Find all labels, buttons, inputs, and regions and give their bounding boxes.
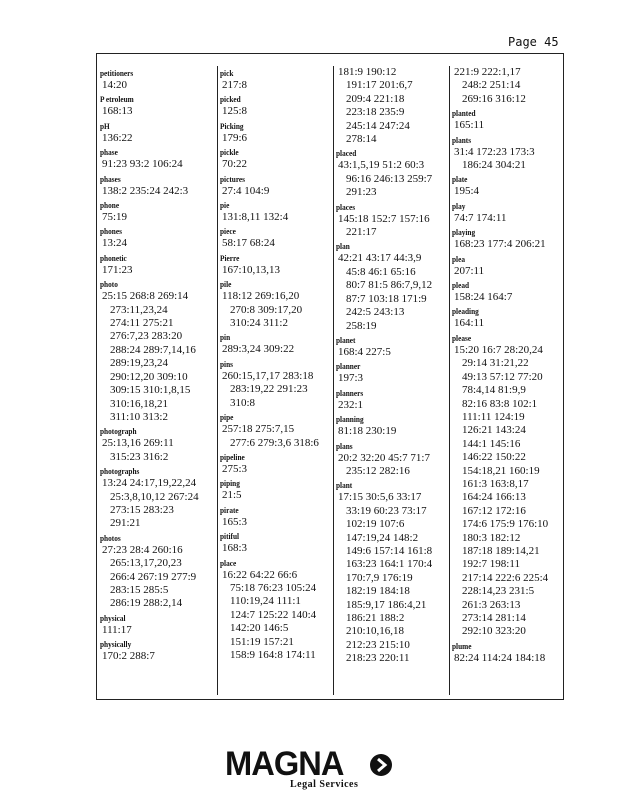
index-term: phases — [100, 174, 121, 184]
index-page-refs: 273:11,23,24 — [110, 303, 168, 316]
index-term: planning — [336, 415, 364, 425]
index-page-refs: 27:4 104:9 — [222, 184, 270, 197]
index-term: plans — [336, 441, 353, 451]
index-page-refs: 138:2 235:24 242:3 — [102, 184, 189, 197]
index-page-refs: 315:23 316:2 — [110, 450, 169, 463]
index-term: pins — [220, 359, 233, 369]
index-entry — [100, 253, 217, 277]
index-entry — [336, 66, 453, 146]
index-page-refs: 145:18 152:7 157:16 — [338, 212, 430, 225]
index-entry — [100, 174, 217, 198]
index-page-refs: 310:8 — [230, 396, 256, 409]
index-page-refs: 291:21 — [110, 517, 141, 530]
index-page-refs: 192:7 198:11 — [462, 558, 520, 571]
index-page-refs: 170:7,9 176:19 — [346, 571, 413, 584]
index-term: Picking — [220, 121, 244, 131]
index-page-refs: 154:18,21 160:19 — [462, 464, 540, 477]
chevron-right-icon — [370, 754, 392, 776]
index-page-refs: 273:14 281:14 — [462, 612, 526, 624]
index-page-refs: 111:11 124:19 — [462, 410, 525, 423]
index-term: picked — [220, 95, 241, 105]
index-term: planners — [336, 388, 364, 398]
index-entry — [220, 359, 337, 410]
index-term: photograph — [100, 427, 137, 437]
index-entry — [452, 66, 569, 106]
index-entry — [220, 531, 337, 555]
index-term: plate — [452, 175, 468, 185]
index-entry — [100, 426, 217, 464]
index-page-refs: 223:18 235:9 — [346, 106, 405, 119]
index-term: pick — [220, 69, 234, 78]
index-entry — [452, 174, 569, 198]
index-entry — [220, 200, 337, 224]
index-term: pictures — [220, 174, 246, 184]
index-page-refs: 29:14 31:21,22 — [462, 357, 529, 370]
index-page-refs: 168:23 177:4 206:21 — [454, 238, 546, 251]
index-page-refs: 161:3 163:8,17 — [462, 477, 529, 490]
index-page-refs: 96:16 246:13 259:7 — [346, 172, 433, 185]
index-entry — [336, 388, 453, 412]
index-entry — [220, 452, 337, 476]
index-page-refs: 25:13,16 269:11 — [102, 437, 174, 450]
index-page-refs: 290:12,20 309:10 — [110, 370, 188, 383]
index-page-refs: 45:8 46:1 65:16 — [346, 265, 416, 278]
index-term: please — [452, 333, 472, 343]
index-entry — [100, 279, 217, 424]
index-page-refs: 14:20 — [102, 79, 128, 91]
index-term: photos — [100, 533, 121, 543]
index-entry — [100, 466, 217, 531]
index-page-refs: 168:13 — [102, 105, 133, 118]
index-page-refs: 261:3 263:13 — [462, 598, 521, 611]
index-page-refs: 126:21 143:24 — [462, 424, 526, 437]
index-page-refs: 168:3 — [222, 542, 248, 555]
index-term: plant — [336, 481, 353, 491]
index-page-refs: 310:24 311:2 — [230, 317, 288, 330]
index-term: plead — [452, 281, 470, 291]
index-entry — [336, 441, 453, 479]
index-page-refs: 291:23 — [346, 186, 377, 199]
index-page-refs: 21:5 — [222, 489, 242, 502]
index-page-refs: 181:9 190:12 — [338, 66, 397, 78]
index-page-refs: 197:3 — [338, 372, 364, 385]
index-page-refs: 91:23 93:2 106:24 — [102, 158, 183, 171]
index-page-refs: 289:3,24 309:22 — [222, 343, 295, 356]
index-page-refs: 292:10 323:20 — [462, 625, 526, 638]
index-term: pipeline — [220, 452, 245, 462]
index-page-refs: 186:24 304:21 — [462, 159, 526, 172]
index-page-refs: 248:2 251:14 — [462, 79, 521, 92]
index-term: planner — [336, 362, 361, 372]
index-page-refs: 278:14 — [346, 133, 377, 146]
index-entry — [100, 200, 217, 224]
index-page-refs: 180:3 182:12 — [462, 531, 521, 544]
index-page-refs: 125:8 — [222, 105, 248, 118]
index-entry — [100, 533, 217, 611]
index-page-refs: 118:12 269:16,20 — [222, 290, 300, 303]
index-term: plan — [336, 242, 350, 252]
index-page-refs: 17:15 30:5,6 33:17 — [338, 491, 422, 504]
index-entry — [220, 68, 337, 92]
index-entry — [100, 613, 217, 637]
index-entry — [100, 121, 217, 145]
index-page-refs: 111:17 — [102, 623, 132, 636]
index-page-refs: 151:19 157:21 — [230, 635, 294, 648]
index-page-refs: 158:9 164:8 174:11 — [230, 648, 316, 661]
index-page-refs: 209:4 221:18 — [346, 92, 405, 105]
index-page-refs: 74:7 174:11 — [454, 211, 507, 224]
index-page-refs: 87:7 103:18 171:9 — [346, 292, 427, 305]
index-page-refs: 131:8,11 132:4 — [222, 211, 289, 224]
index-page-refs: 274:11 275:21 — [110, 317, 174, 330]
index-term: plants — [452, 135, 472, 145]
index-entry — [220, 279, 337, 330]
index-page-refs: 191:17 201:6,7 — [346, 79, 413, 92]
index-page-refs: 210:10,16,18 — [346, 625, 405, 638]
index-entry — [220, 478, 337, 502]
index-entry — [220, 226, 337, 250]
index-term: pitiful — [220, 532, 240, 542]
index-entry — [452, 201, 569, 225]
index-page-refs: 102:19 107:6 — [346, 518, 405, 531]
index-entry — [452, 280, 569, 304]
index-entry — [452, 333, 569, 639]
index-page-refs: 167:12 172:16 — [462, 504, 526, 517]
index-entry — [220, 174, 337, 198]
index-term: planted — [452, 109, 476, 119]
index-page-refs: 78:4,14 81:9,9 — [462, 384, 526, 397]
index-entry — [100, 68, 217, 92]
index-page-refs: 167:10,13,13 — [222, 263, 281, 276]
index-entry — [336, 480, 453, 665]
index-page-refs: 258:19 — [346, 319, 377, 332]
index-term: play — [452, 201, 466, 211]
index-entry — [336, 202, 453, 240]
index-page-refs: 275:3 — [222, 462, 248, 475]
index-page-refs: 283:15 285:5 — [110, 583, 169, 596]
index-page-refs: 165:11 — [454, 119, 485, 132]
index-page-refs: 218:23 220:11 — [346, 652, 410, 665]
index-page-refs: 165:3 — [222, 515, 248, 528]
index-page-refs: 70:22 — [222, 158, 248, 171]
index-term: piece — [220, 227, 236, 237]
index-page-refs: 310:16,18,21 — [110, 397, 169, 410]
index-entry — [452, 306, 569, 330]
index-page-refs: 186:21 188:2 — [346, 612, 405, 624]
index-term: pH — [100, 121, 110, 131]
index-term: pipe — [220, 413, 234, 423]
index-page-refs: 43:1,5,19 51:2 60:3 — [338, 159, 425, 172]
index-term: place — [220, 558, 237, 568]
index-page-refs: 16:22 64:22 66:6 — [222, 568, 298, 581]
index-page-refs: 221:17 — [346, 226, 377, 239]
index-page-refs: 168:4 227:5 — [338, 345, 391, 358]
index-page-refs: 283:19,22 291:23 — [230, 383, 308, 396]
index-page-refs: 164:24 166:13 — [462, 491, 526, 504]
index-page-refs: 288:24 289:7,14,16 — [110, 343, 196, 356]
index-term: phonetic — [100, 253, 127, 263]
index-entry — [100, 639, 217, 663]
index-page-refs: 174:6 175:9 176:10 — [462, 518, 549, 531]
index-term: plume — [452, 641, 472, 651]
logo-tagline: Legal Services — [290, 779, 359, 790]
index-page-refs: 49:13 57:12 77:20 — [462, 370, 543, 383]
index-entry — [336, 361, 453, 385]
index-page-refs: 182:19 184:18 — [346, 585, 410, 598]
index-entry — [220, 147, 337, 171]
index-term: photographs — [100, 467, 140, 477]
index-page-refs: 217:8 — [222, 79, 248, 91]
index-page-refs: 82:24 114:24 184:18 — [454, 651, 546, 664]
index-page-refs: 163:23 164:1 170:4 — [346, 558, 433, 571]
index-term: pickle — [220, 148, 239, 158]
logo-wordmark: MAGNA — [225, 745, 344, 783]
magna-logo — [225, 745, 400, 795]
index-page-refs: 195:4 — [454, 185, 480, 198]
index-page-refs: 235:12 282:16 — [346, 464, 410, 477]
index-page-refs: 187:18 189:14,21 — [462, 544, 540, 557]
index-term: physically — [100, 640, 132, 650]
index-page-refs: 270:8 309:17,20 — [230, 303, 303, 316]
index-term: planet — [336, 335, 356, 345]
index-term: places — [336, 202, 356, 212]
index-entry — [452, 641, 569, 665]
index-column-3 — [333, 66, 453, 695]
index-page-refs: 110:19,24 111:1 — [230, 595, 301, 608]
index-page-refs: 15:20 16:7 28:20,24 — [454, 343, 543, 356]
index-entry — [100, 226, 217, 250]
index-page-refs: 42:21 43:17 44:3,9 — [338, 252, 422, 265]
index-term: pile — [220, 280, 232, 290]
index-entry — [100, 147, 217, 171]
index-page-refs: 242:5 243:13 — [346, 306, 405, 319]
index-entry — [336, 148, 453, 199]
index-page-refs: 13:24 24:17,19,22,24 — [102, 477, 197, 490]
index-entry — [220, 253, 337, 277]
index-column-1 — [100, 66, 217, 695]
index-term: pirate — [220, 505, 239, 515]
index-frame — [96, 53, 564, 700]
index-page-refs: 75:18 76:23 105:24 — [230, 581, 317, 594]
index-page-refs: 136:22 — [102, 131, 133, 144]
index-page-refs: 185:9,17 186:4,21 — [346, 598, 427, 611]
index-entry — [220, 412, 337, 450]
index-term: pin — [220, 333, 231, 343]
index-page-refs: 146:22 150:22 — [462, 451, 526, 464]
index-page-refs: 212:23 215:10 — [346, 638, 410, 651]
index-entry — [100, 94, 217, 118]
index-term: petitioners — [100, 69, 134, 78]
index-page-refs: 179:6 — [222, 131, 248, 144]
index-page-refs: 80:7 81:5 86:7,9,12 — [346, 279, 433, 292]
index-page-refs: 221:9 222:1,17 — [454, 66, 521, 78]
index-page-refs: 265:13,17,20,23 — [110, 557, 182, 570]
index-page-refs: 31:4 172:23 173:3 — [454, 145, 535, 158]
index-page-refs: 309:15 310:1,8,15 — [110, 384, 191, 397]
index-page-refs: 266:4 267:19 277:9 — [110, 570, 197, 583]
index-entry — [336, 414, 453, 438]
index-page-refs: 27:23 28:4 260:16 — [102, 543, 183, 556]
index-page-refs: 207:11 — [454, 264, 485, 277]
index-page-refs: 20:2 32:20 45:7 71:7 — [338, 451, 430, 464]
index-entry — [220, 558, 337, 663]
index-term: P etroleum — [100, 95, 134, 105]
index-term: phones — [100, 227, 122, 237]
index-term: pleading — [452, 307, 479, 317]
index-page-refs: 273:15 283:23 — [110, 503, 174, 516]
index-page-refs: 276:7,23 283:20 — [110, 330, 183, 343]
index-page-refs: 217:14 222:6 225:4 — [462, 571, 549, 584]
index-term: piping — [220, 479, 240, 489]
index-page-refs: 25:3,8,10,12 267:24 — [110, 490, 199, 503]
index-entry — [220, 121, 337, 145]
index-page-refs: 260:15,17,17 283:18 — [222, 369, 314, 382]
index-page-refs: 142:20 146:5 — [230, 622, 289, 635]
index-page-refs: 147:19,24 148:2 — [346, 531, 419, 544]
index-entry — [452, 254, 569, 278]
index-entry — [336, 335, 453, 359]
index-page-refs: 25:15 268:8 269:14 — [102, 290, 189, 303]
index-term: physical — [100, 613, 126, 623]
index-page-refs: 289:19,23,24 — [110, 357, 169, 370]
index-term: plea — [452, 254, 465, 264]
index-page-refs: 81:18 230:19 — [338, 425, 397, 438]
index-page-refs: 13:24 — [102, 237, 128, 250]
index-entry — [220, 94, 337, 118]
index-page-refs: 269:16 316:12 — [462, 92, 526, 105]
index-page-refs: 232:1 — [338, 398, 364, 411]
index-entry — [220, 505, 337, 529]
index-term: placed — [336, 149, 357, 159]
index-term: playing — [452, 228, 476, 238]
index-page-refs: 171:23 — [102, 263, 133, 276]
index-column-4 — [449, 66, 569, 695]
index-term: phase — [100, 148, 118, 158]
index-page-refs: 82:16 83:8 102:1 — [462, 397, 538, 410]
index-page-refs: 257:18 275:7,15 — [222, 423, 295, 436]
index-page-refs: 286:19 288:2,14 — [110, 597, 183, 610]
index-page-refs: 33:19 60:23 73:17 — [346, 504, 427, 517]
index-page-refs: 311:10 313:2 — [110, 410, 168, 423]
index-term: phone — [100, 201, 120, 211]
index-entry — [452, 227, 569, 251]
index-page-refs: 144:1 145:16 — [462, 437, 521, 450]
index-page-refs: 124:7 125:22 140:4 — [230, 608, 317, 621]
index-entry — [220, 332, 337, 356]
index-page-refs: 245:14 247:24 — [346, 119, 410, 132]
index-entry — [452, 108, 569, 132]
index-page-refs: 158:24 164:7 — [454, 291, 513, 304]
index-term: Pierre — [220, 253, 240, 263]
page-number: Page 45 — [508, 35, 559, 49]
index-term: photo — [100, 280, 118, 290]
index-page-refs: 277:6 279:3,6 318:6 — [230, 436, 319, 449]
index-entry — [452, 135, 569, 173]
index-column-2 — [217, 66, 337, 695]
index-page-refs: 75:19 — [102, 211, 128, 224]
index-page-refs: 228:14,23 231:5 — [462, 585, 535, 598]
index-page-refs: 170:2 288:7 — [102, 650, 155, 663]
index-entry — [336, 241, 453, 332]
index-page-refs: 149:6 157:14 161:8 — [346, 544, 433, 557]
index-page-refs: 58:17 68:24 — [222, 237, 275, 250]
index-page-refs: 164:11 — [454, 317, 485, 330]
index-term: pie — [220, 201, 230, 211]
